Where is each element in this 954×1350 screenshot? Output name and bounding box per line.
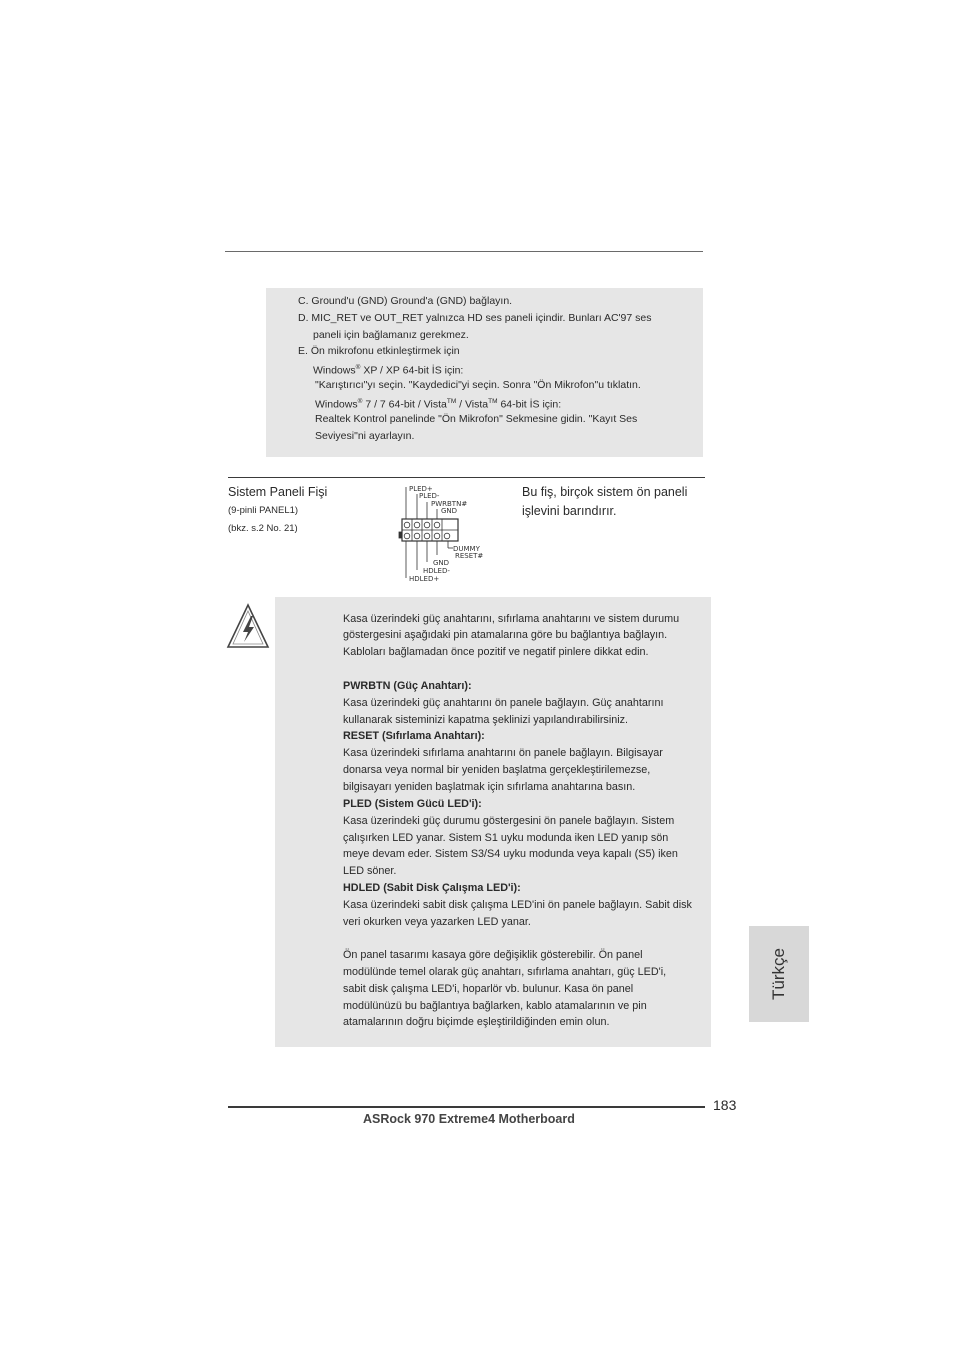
intro-line-2: göstergesini aşağıdaki pin atamalarına göre bu bağlantıya bağlayın.	[343, 629, 668, 641]
pin-count-note: (9-pinli PANEL1)	[228, 505, 299, 516]
label-gnd-bottom: GND	[433, 559, 450, 567]
reset-text-2: donarsa veya normal bir yeniden başlatma gerçekleştirilemezse,	[343, 764, 651, 776]
pwrbtn-heading: PWRBTN (Güç Anahtarı):	[343, 680, 472, 692]
step-d-cont: paneli için bağlamanız gerekmez.	[313, 329, 469, 341]
board-reference: (bkz. s.2 No. 21)	[228, 523, 298, 534]
step-d: D. MIC_RET ve OUT_RET yalnızca HD ses paneli içindir. Bunları AC'97 ses	[298, 312, 652, 324]
page-number: 183	[713, 1097, 737, 1113]
language-tab-label: Türkçe	[769, 948, 788, 1000]
label-reset: RESET#	[455, 552, 484, 560]
win7-instructions: Realtek Kontrol panelinde "Ön Mikrofon" Sekmesine gidin. "Kayıt Ses	[315, 413, 638, 425]
top-divider	[225, 251, 703, 252]
win7-instructions-cont: Seviyesi"ni ayarlayın.	[315, 430, 415, 442]
hdled-heading: HDLED (Sabit Disk Çalışma LED'i):	[343, 882, 521, 894]
pwrbtn-text-1: Kasa üzerindeki güç anahtarını ön panele bağlayın. Güç anahtarını	[343, 697, 664, 709]
audio-instructions-box	[266, 288, 703, 457]
section-divider	[228, 477, 705, 478]
label-pled-plus: PLED+	[409, 485, 433, 493]
xp-instructions: "Karıştırıcı"yı seçin. "Kaydedici"yi seçin. Sonra "Ön Mikrofon"u tıklatın.	[315, 379, 641, 391]
step-e: E. Ön mikrofonu etkinleştirmek için	[298, 345, 460, 357]
reset-text-1: Kasa üzerindeki sıfırlama anahtarını ön panele bağlayın. Bilgisayar	[343, 747, 663, 759]
intro-line-1: Kasa üzerindeki güç anahtarını, sıfırlama anahtarını ve sistem durumu	[343, 613, 680, 625]
footer-product-name: ASRock 970 Extreme4 Motherboard	[363, 1112, 575, 1126]
intro-line-3: Kabloları bağlamadan önce pozitif ve negatif pinlere dikkat edin.	[343, 646, 649, 658]
section-description-cont: işlevini barındırır.	[522, 504, 617, 518]
pled-text-3: meye devam eder. Sistem S3/S4 uyku modunda veya kapalı (S5) iken	[343, 848, 678, 860]
label-dummy: DUMMY	[453, 545, 480, 553]
section-title: Sistem Paneli Fişi	[228, 485, 328, 499]
hdled-text-1: Kasa üzerindeki sabit disk çalışma LED'ini ön panele bağlayın. Sabit disk	[343, 899, 692, 911]
panel-connector-diagram	[396, 482, 486, 584]
footer-divider	[228, 1106, 705, 1108]
windows-xp-heading: Windows® XP / XP 64-bit İS için:	[313, 364, 464, 377]
windows-7-heading: Windows® 7 / 7 64-bit / Vista™ / Vista™ 64-bit İS için:	[315, 398, 562, 411]
label-gnd-top: GND	[441, 507, 458, 515]
pled-text-1: Kasa üzerindeki güç durumu göstergesini ön panele bağlayın. Sistem	[343, 815, 675, 827]
note-text-2: modülünde temel olarak güç anahtarı, sıfırlama anahtarı, güç LED'i,	[343, 966, 667, 978]
pled-text-4: LED söner.	[343, 865, 397, 877]
label-pled-minus: PLED-	[419, 492, 440, 500]
language-tab	[749, 926, 809, 1022]
pled-heading: PLED (Sistem Gücü LED'i):	[343, 798, 482, 810]
section-description: Bu fiş, birçok sistem ön paneli	[522, 485, 688, 499]
step-c: C. Ground'u (GND) Ground'a (GND) bağlayın.	[298, 295, 513, 307]
reset-heading: RESET (Sıfırlama Anahtarı):	[343, 730, 485, 742]
pwrbtn-text-2: kullanarak sisteminizi kapatma şeklinizi yapılandırabilirsiniz.	[343, 714, 629, 726]
hdled-text-2: veri okurken veya yazarken LED yanar.	[343, 916, 531, 928]
pled-text-2: çalışırken LED yanar. Sistem S1 uyku modunda iken LED yanıp sön	[343, 832, 669, 844]
warning-icon	[226, 602, 270, 650]
note-text-1: Ön panel tasarımı kasaya göre değişiklik gösterebilir. Ön panel	[343, 949, 643, 961]
reset-text-3: bilgisayarı yeniden başlatmak için sıfırlama anahtarına basın.	[343, 781, 636, 793]
note-text-5: atamalarının doğru biçimde eşleştirildiğinden emin olun.	[343, 1016, 610, 1028]
label-pwrbtn: PWRBTN#	[431, 500, 468, 508]
note-text-4: modülünüzü bu bağlantıya bağlarken, kablo atamalarının ve pin	[343, 1000, 647, 1012]
note-text-3: sabit disk çalışma LED'i, hoparlör vb. bulunur. Kasa ön panel	[343, 983, 634, 995]
label-hdled-plus: HDLED+	[409, 575, 440, 583]
label-hdled-minus: HDLED-	[423, 567, 450, 575]
